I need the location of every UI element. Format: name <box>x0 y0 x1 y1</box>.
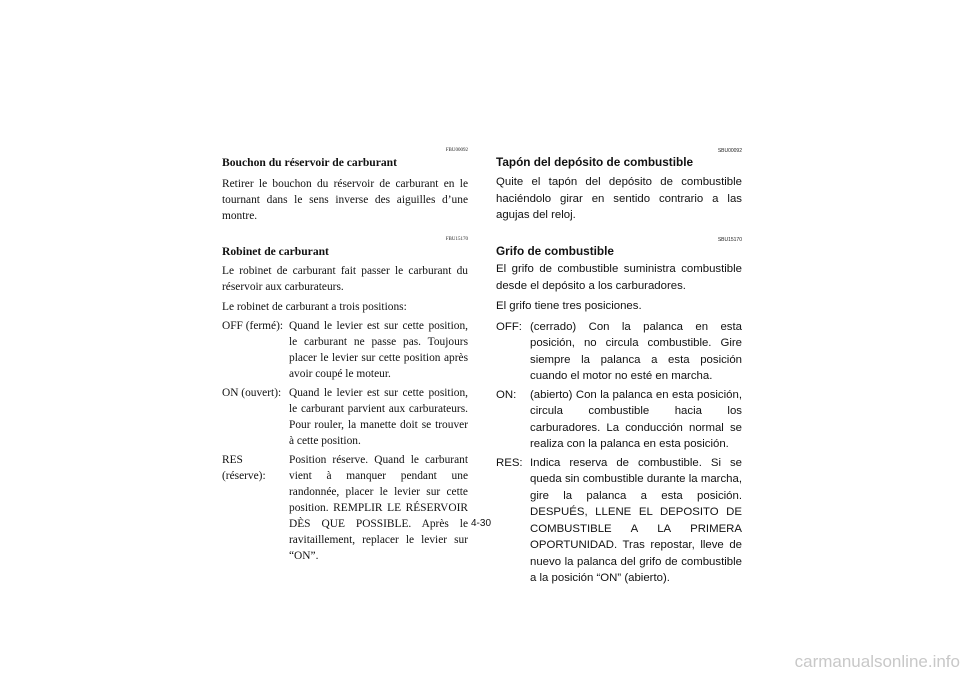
fuel-tank-cap-section-fr <box>222 148 468 228</box>
position-label: OFF (fermé): <box>222 320 284 332</box>
position-item-off <box>496 319 742 385</box>
fuel-cock-section-fr <box>222 237 468 564</box>
position-item-on <box>496 387 742 453</box>
position-text: Position réserve. Quand le carburant vient à manquer pendant une randonnée, placer le levier sur cette position. REMPLIR LE RÉSERVOIR DÈS QUE POSSIBLE. Après le ravitaillement, replacer le levier sur “ON”. <box>289 454 468 562</box>
section-paragraph: Le robinet de carburant a trois positions: <box>222 301 407 313</box>
section-title: Bouchon du réservoir de carburant <box>222 156 397 169</box>
position-item-on <box>222 385 468 449</box>
position-item-res <box>496 455 742 587</box>
section-title: Grifo de combustible <box>496 244 614 258</box>
section-code: SBU15170 <box>717 237 742 243</box>
section-code: FBU15170 <box>445 237 468 242</box>
section-code: SBU00092 <box>717 148 742 154</box>
position-label: RES (réserve): <box>222 454 266 482</box>
position-text: Indica reserva de combustible. Si se queda sin combustible durante la marcha, gire la palanca a esta posición. DESPUÉS, LLENE EL DEPOSITO DE COMBUSTIBLE A LA PRIMERA OPORTUNIDAD. Tras repostar, lleve de nuevo la palanca del grifo de combustible a la posición “ON” (abierto). <box>530 456 742 584</box>
section-paragraph: El grifo tiene tres posiciones. <box>496 300 642 312</box>
watermark-text: carmanualsonline.info <box>794 652 960 671</box>
section-paragraph: El grifo de combustible suministra combustible desde el depósito a los carburadores. <box>496 263 742 292</box>
position-item-res <box>222 452 468 564</box>
position-label: OFF: <box>496 320 522 333</box>
position-item-off <box>222 318 468 382</box>
position-label: ON: <box>496 388 517 401</box>
fuel-tank-cap-section-es <box>496 148 742 228</box>
section-paragraph: Le robinet de carburant fait passer le carburant du réservoir aux carburateurs. <box>222 265 468 293</box>
position-text: (cerrado) Con la palanca en esta posición, no circula combustible. Gire siempre la palanca a esta posición cuando el motor no esté en marcha. <box>530 320 742 382</box>
fuel-cock-section-es <box>496 237 742 587</box>
position-text: (abierto) Con la palanca en esta posición, circula combustible hacia los carburadores. La conducción normal se realiza con la palanca en esta posición. <box>530 388 742 450</box>
section-body: Retirer le bouchon du réservoir de carburant en le tournant dans le sens inverse des aiguilles d’une montre. <box>222 178 468 222</box>
position-label: RES: <box>496 456 523 469</box>
page-number: 4-30 <box>470 518 491 529</box>
section-title: Tapón del depósito de combustible <box>496 155 694 169</box>
position-label: ON (ouvert): <box>222 387 282 399</box>
section-title: Robinet de carburant <box>222 245 329 258</box>
position-text: Quand le levier est sur cette position, le carburant parvient aux carburateurs. Pour rouler, la manette doit se trouver à cette position. <box>289 387 468 447</box>
section-code: FBU00092 <box>445 148 468 153</box>
section-body: Quite el tapón del depósito de combustible haciéndolo girar en sentido contrario a las agujas del reloj. <box>496 176 742 221</box>
position-text: Quand le levier est sur cette position, le carburant ne passe pas. Toujours placer le levier sur cette position après avoir coupé le moteur. <box>289 320 468 380</box>
